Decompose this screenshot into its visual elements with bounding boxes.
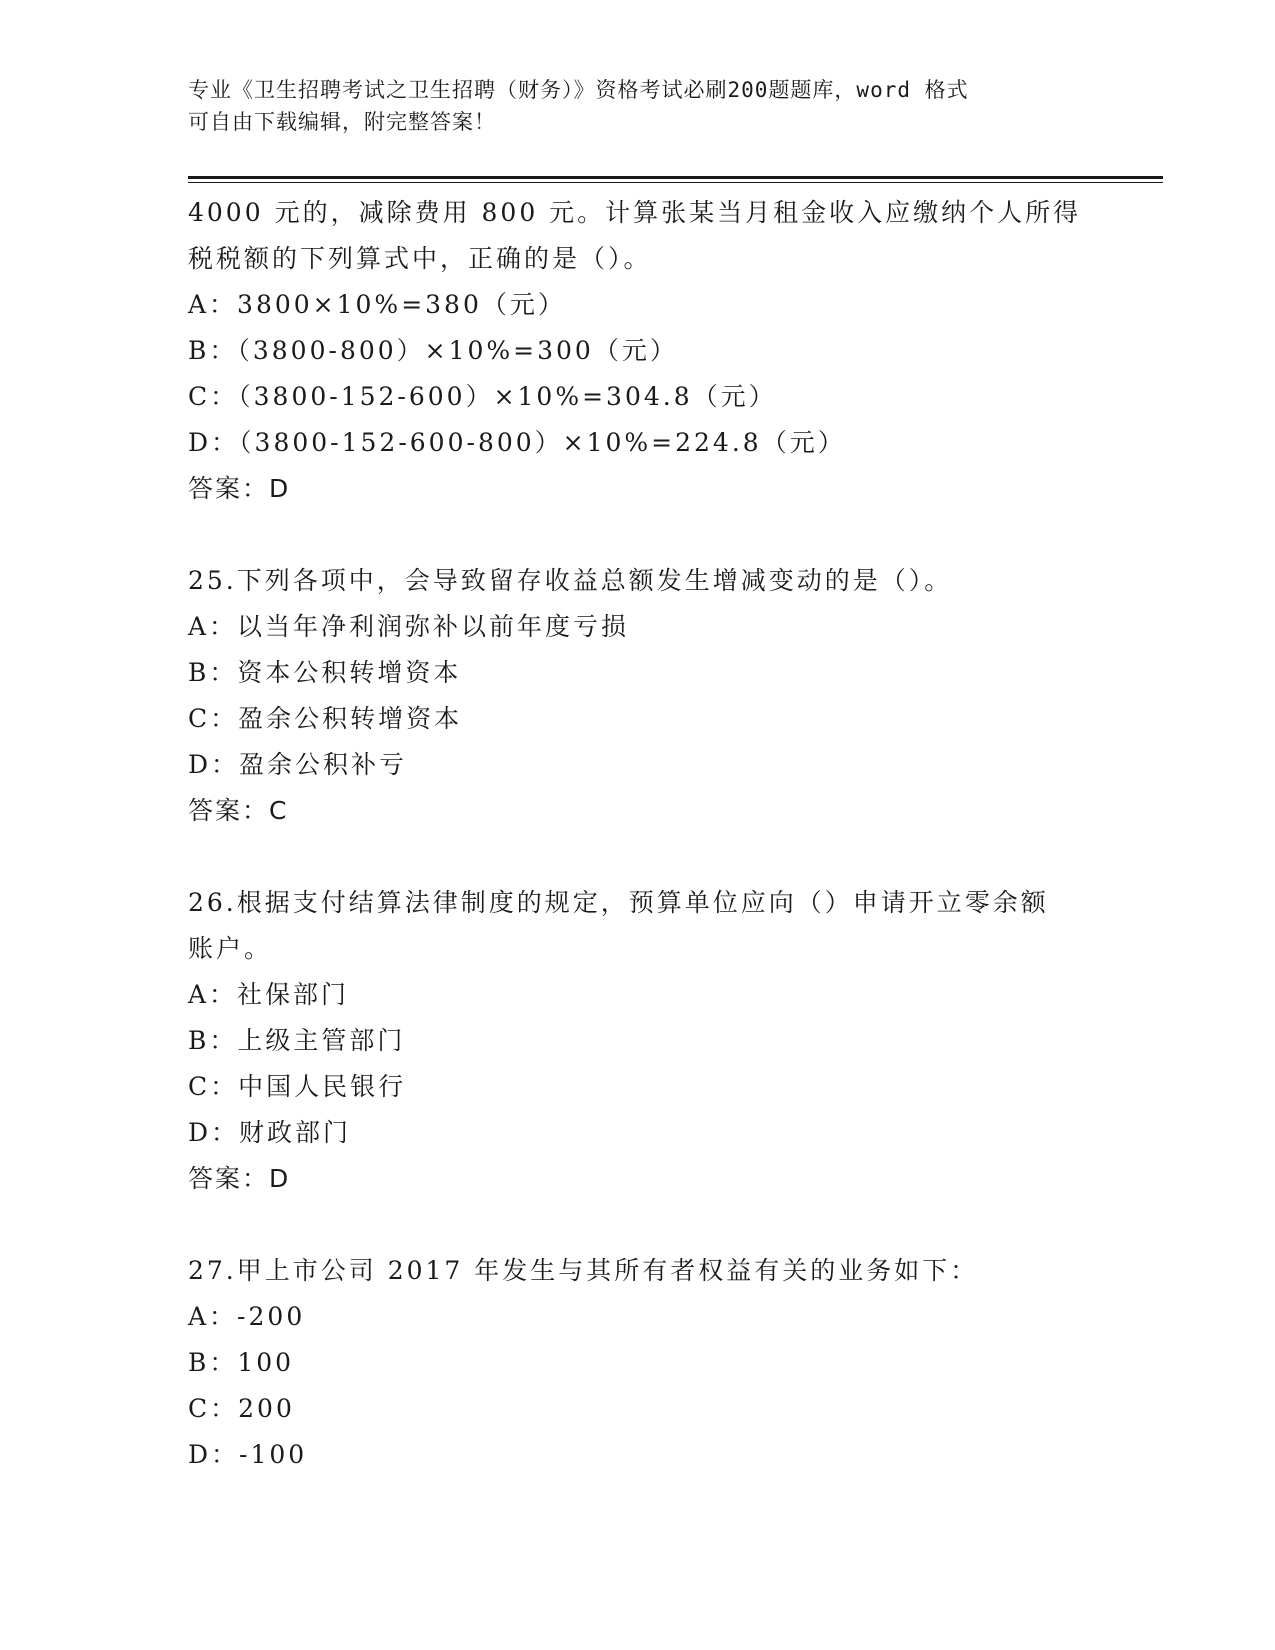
spacer [188,512,1088,558]
option-b: B：上级主管部门 [188,1026,406,1055]
question-26 [188,880,1088,1202]
question-stem-line: 账户。 [188,934,273,963]
question-list [188,190,1088,1478]
option-c: C：盈余公积转增资本 [188,704,463,733]
option-d: D：盈余公积补亏 [188,750,408,779]
header-divider-thin [188,182,1163,183]
header-line-1: 专业《卫生招聘考试之卫生招聘（财务）》资格考试必刷200题题库，word 格式 [188,78,969,102]
spacer [188,1202,1088,1248]
option-a: A：社保部门 [188,980,350,1009]
question-stem-line: 税税额的下列算式中，正确的是（）。 [188,244,652,273]
option-d: D：财政部门 [188,1118,352,1147]
option-d: D：（3800-152-600-800）×10%=224.8（元） [188,428,846,457]
question-24 [188,190,1088,512]
spacer [188,834,1088,880]
question-25 [188,558,1088,834]
question-stem-line: 26.根据支付结算法律制度的规定，预算单位应向（）申请开立零余额 [188,888,1049,917]
option-c: C：中国人民银行 [188,1072,407,1101]
answer-line: 答案：C [188,796,289,825]
question-stem-line: 25.下列各项中，会导致留存收益总额发生增减变动的是（）。 [188,566,953,595]
option-b: B：资本公积转增资本 [188,658,462,687]
document-header [188,74,1088,138]
answer-line: 答案：D [188,1164,291,1193]
option-c: C：200 [188,1394,295,1423]
option-b: B：（3800-800）×10%=300（元） [188,336,678,365]
option-d: D：-100 [188,1440,308,1469]
option-a: A：3800×10%=380（元） [188,290,566,319]
question-stem-line: 27.甲上市公司 2017 年发生与其所有者权益有关的业务如下： [188,1256,979,1285]
option-a: A：-200 [188,1302,306,1331]
question-stem-line: 4000 元的，减除费用 800 元。计算张某当月租金收入应缴纳个人所得 [188,198,1082,227]
option-c: C：（3800-152-600）×10%=304.8（元） [188,382,777,411]
option-a: A：以当年净利润弥补以前年度亏损 [188,612,630,641]
question-27 [188,1248,1088,1478]
header-divider-thick [188,176,1163,179]
option-b: B：100 [188,1348,295,1377]
answer-line: 答案：D [188,474,291,503]
header-line-2: 可自由下载编辑，附完整答案！ [188,110,496,134]
